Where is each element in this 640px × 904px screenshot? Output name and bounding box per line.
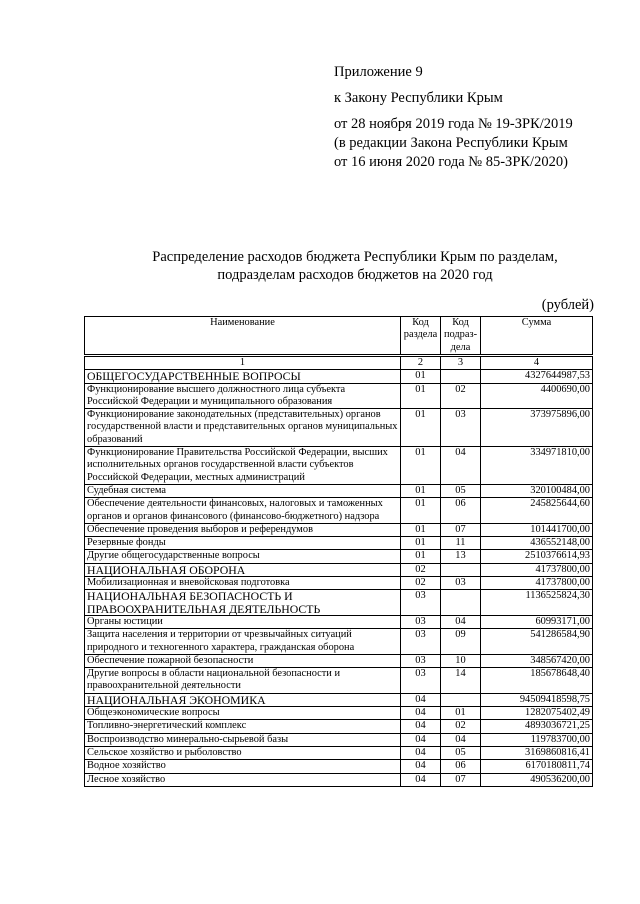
table-row bbox=[85, 668, 593, 694]
row-section-code: 04 bbox=[401, 720, 441, 733]
row-amount: 4893036721,25 bbox=[481, 720, 593, 733]
row-section-code: 01 bbox=[401, 484, 441, 497]
row-section-code: 01 bbox=[401, 523, 441, 536]
table-row bbox=[85, 447, 593, 485]
row-subsection-code bbox=[441, 590, 481, 616]
row-subsection-code: 01 bbox=[441, 707, 481, 720]
row-subsection-code: 07 bbox=[441, 523, 481, 536]
table-row bbox=[85, 654, 593, 667]
row-name: Мобилизационная и вневойсковая подготовка bbox=[85, 577, 401, 590]
table-row bbox=[85, 563, 593, 576]
row-name: Функционирование Правительства Российской Федерации, высших исполнительных органов государственной власти субъектов Российской Федерации, местных администраций bbox=[85, 447, 401, 485]
row-subsection-code: 04 bbox=[441, 447, 481, 485]
row-section-code: 03 bbox=[401, 629, 441, 655]
row-subsection-code: 02 bbox=[441, 720, 481, 733]
table-row bbox=[85, 498, 593, 524]
row-subsection-code bbox=[441, 370, 481, 383]
row-amount: 1282075402,49 bbox=[481, 707, 593, 720]
header-name: Наименование bbox=[85, 317, 401, 356]
row-amount: 541286584,90 bbox=[481, 629, 593, 655]
title-line-2: подразделам расходов бюджетов на 2020 год bbox=[217, 267, 493, 283]
row-amount: 60993171,00 bbox=[481, 615, 593, 628]
table-row bbox=[85, 720, 593, 733]
table-row bbox=[85, 537, 593, 550]
row-name: Общеэкономические вопросы bbox=[85, 707, 401, 720]
row-name: НАЦИОНАЛЬНАЯ ЭКОНОМИКА bbox=[85, 693, 401, 706]
row-name: Другие общегосударственные вопросы bbox=[85, 550, 401, 563]
table-row bbox=[85, 523, 593, 536]
row-subsection-code: 11 bbox=[441, 537, 481, 550]
column-number-4: 4 bbox=[481, 356, 593, 370]
row-section-code: 04 bbox=[401, 707, 441, 720]
row-name: Обеспечение проведения выборов и референдумов bbox=[85, 523, 401, 536]
row-amount: 245825644,60 bbox=[481, 498, 593, 524]
row-name: Обеспечение деятельности финансовых, налоговых и таможенных органов и органов финансового (финансово-бюджетного) надзора bbox=[85, 498, 401, 524]
row-subsection-code: 10 bbox=[441, 654, 481, 667]
row-amount: 334971810,00 bbox=[481, 447, 593, 485]
row-amount: 2510376614,93 bbox=[481, 550, 593, 563]
annex-block bbox=[334, 63, 573, 172]
row-amount: 119783700,00 bbox=[481, 733, 593, 746]
table-row bbox=[85, 484, 593, 497]
row-amount: 436552148,00 bbox=[481, 537, 593, 550]
row-subsection-code: 02 bbox=[441, 383, 481, 409]
row-name: Воспроизводство минерально-сырьевой базы bbox=[85, 733, 401, 746]
row-section-code: 04 bbox=[401, 760, 441, 773]
annex-line-5: от 16 июня 2020 года № 85-ЗРК/2020) bbox=[334, 154, 568, 170]
row-section-code: 02 bbox=[401, 577, 441, 590]
row-subsection-code: 05 bbox=[441, 484, 481, 497]
row-section-code: 02 bbox=[401, 563, 441, 576]
row-section-code: 01 bbox=[401, 409, 441, 447]
row-name: Судебная система bbox=[85, 484, 401, 497]
row-amount: 101441700,00 bbox=[481, 523, 593, 536]
table-row bbox=[85, 707, 593, 720]
row-amount: 3169860816,41 bbox=[481, 746, 593, 759]
row-name: Органы юстиции bbox=[85, 615, 401, 628]
row-section-code: 04 bbox=[401, 773, 441, 786]
table-row bbox=[85, 746, 593, 759]
table-row bbox=[85, 615, 593, 628]
row-subsection-code: 14 bbox=[441, 668, 481, 694]
annex-line-1: Приложение 9 bbox=[334, 64, 423, 80]
annex-line-3: от 28 ноября 2019 года № 19-ЗРК/2019 bbox=[334, 116, 573, 132]
row-section-code: 04 bbox=[401, 733, 441, 746]
row-section-code: 04 bbox=[401, 693, 441, 706]
row-name: Водное хозяйство bbox=[85, 760, 401, 773]
row-name: Защита населения и территории от чрезвычайных ситуаций природного и техногенного характера, гражданская оборона bbox=[85, 629, 401, 655]
row-subsection-code: 04 bbox=[441, 733, 481, 746]
table-row bbox=[85, 733, 593, 746]
row-amount: 6170180811,74 bbox=[481, 760, 593, 773]
table-header-row bbox=[85, 317, 593, 356]
currency-note: (рублей) bbox=[541, 297, 594, 313]
row-subsection-code: 03 bbox=[441, 577, 481, 590]
row-amount: 490536200,00 bbox=[481, 773, 593, 786]
column-number-row bbox=[85, 356, 593, 370]
row-amount: 4400690,00 bbox=[481, 383, 593, 409]
row-subsection-code bbox=[441, 693, 481, 706]
row-subsection-code: 04 bbox=[441, 615, 481, 628]
row-name: Резервные фонды bbox=[85, 537, 401, 550]
row-subsection-code: 13 bbox=[441, 550, 481, 563]
row-amount: 41737800,00 bbox=[481, 577, 593, 590]
table-row bbox=[85, 773, 593, 786]
column-number-1: 1 bbox=[85, 356, 401, 370]
header-subsection-code: Код подраз-дела bbox=[441, 317, 481, 356]
header-amount: Сумма bbox=[481, 317, 593, 356]
row-section-code: 03 bbox=[401, 590, 441, 616]
table-row bbox=[85, 383, 593, 409]
table-row bbox=[85, 577, 593, 590]
row-amount: 4327644987,53 bbox=[481, 370, 593, 383]
table-body bbox=[85, 370, 593, 787]
table-row bbox=[85, 370, 593, 383]
row-name: Функционирование высшего должностного лица субъекта Российской Федерации и муниципального образования bbox=[85, 383, 401, 409]
row-subsection-code: 03 bbox=[441, 409, 481, 447]
column-number-2: 2 bbox=[401, 356, 441, 370]
table-row bbox=[85, 550, 593, 563]
row-amount: 41737800,00 bbox=[481, 563, 593, 576]
row-section-code: 01 bbox=[401, 550, 441, 563]
table-row bbox=[85, 409, 593, 447]
row-amount: 373975896,00 bbox=[481, 409, 593, 447]
row-name: НАЦИОНАЛЬНАЯ ОБОРОНА bbox=[85, 563, 401, 576]
row-name: Обеспечение пожарной безопасности bbox=[85, 654, 401, 667]
row-amount: 1136525824,30 bbox=[481, 590, 593, 616]
row-subsection-code: 06 bbox=[441, 498, 481, 524]
row-subsection-code: 07 bbox=[441, 773, 481, 786]
row-amount: 94509418598,75 bbox=[481, 693, 593, 706]
row-subsection-code bbox=[441, 563, 481, 576]
row-subsection-code: 09 bbox=[441, 629, 481, 655]
row-name: Лесное хозяйство bbox=[85, 773, 401, 786]
row-amount: 185678648,40 bbox=[481, 668, 593, 694]
row-amount: 320100484,00 bbox=[481, 484, 593, 497]
document-title bbox=[100, 248, 610, 284]
row-section-code: 01 bbox=[401, 370, 441, 383]
row-section-code: 03 bbox=[401, 654, 441, 667]
annex-line-2: к Закону Республики Крым bbox=[334, 90, 503, 106]
row-name: НАЦИОНАЛЬНАЯ БЕЗОПАСНОСТЬ И ПРАВООХРАНИТЕЛЬНАЯ ДЕЯТЕЛЬНОСТЬ bbox=[85, 590, 401, 616]
row-name: Другие вопросы в области национальной безопасности и правоохранительной деятельности bbox=[85, 668, 401, 694]
annex-line-4: (в редакции Закона Республики Крым bbox=[334, 135, 568, 151]
row-subsection-code: 06 bbox=[441, 760, 481, 773]
row-section-code: 03 bbox=[401, 668, 441, 694]
row-section-code: 01 bbox=[401, 498, 441, 524]
row-name: ОБЩЕГОСУДАРСТВЕННЫЕ ВОПРОСЫ bbox=[85, 370, 401, 383]
table-row bbox=[85, 693, 593, 706]
table-row bbox=[85, 629, 593, 655]
row-name: Топливно-энергетический комплекс bbox=[85, 720, 401, 733]
row-section-code: 01 bbox=[401, 537, 441, 550]
row-section-code: 03 bbox=[401, 615, 441, 628]
row-name: Сельское хозяйство и рыболовство bbox=[85, 746, 401, 759]
row-name: Функционирование законодательных (представительных) органов государственной власти и представительных органов муниципальных образований bbox=[85, 409, 401, 447]
table-row bbox=[85, 760, 593, 773]
row-section-code: 01 bbox=[401, 383, 441, 409]
row-section-code: 04 bbox=[401, 746, 441, 759]
row-subsection-code: 05 bbox=[441, 746, 481, 759]
row-amount: 348567420,00 bbox=[481, 654, 593, 667]
header-section-code: Код раздела bbox=[401, 317, 441, 356]
column-number-3: 3 bbox=[441, 356, 481, 370]
table-row bbox=[85, 590, 593, 616]
row-section-code: 01 bbox=[401, 447, 441, 485]
budget-table bbox=[84, 316, 593, 787]
title-line-1: Распределение расходов бюджета Республики Крым по разделам, bbox=[152, 249, 558, 265]
